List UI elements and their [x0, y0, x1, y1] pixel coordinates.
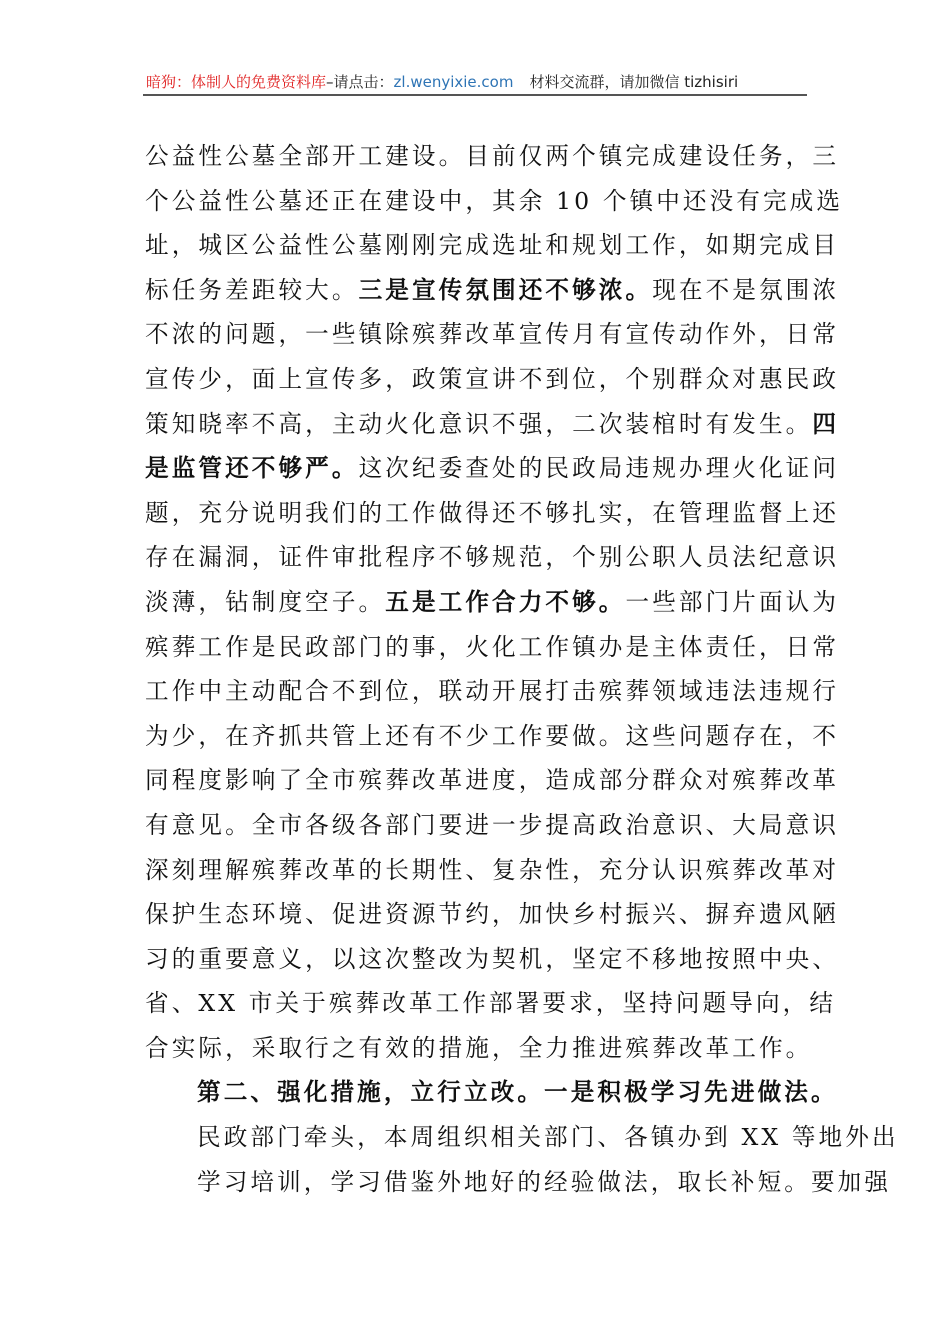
text-line — [145, 268, 840, 313]
wechat-note: 材料交流群，请加微信 tizhisiri — [529, 73, 739, 91]
bold-heading-text: 五是工作合力不够。 — [385, 587, 626, 616]
text-line — [145, 580, 840, 625]
body-text-run: 公益性公墓全部开工建设。目前仅两个镇完成建设任务，三 — [145, 142, 840, 170]
text-line — [145, 491, 840, 536]
text-line — [145, 357, 840, 402]
text-line — [145, 1070, 838, 1115]
body-text-run: 淡薄，钻制度空子。 — [145, 587, 386, 616]
text-line — [145, 714, 840, 759]
text-line — [145, 223, 840, 268]
body-text-run: 址，城区公益性公墓刚刚完成选址和规划工作，如期完成目 — [145, 231, 840, 260]
text-line — [145, 803, 840, 848]
body-text-run: 有意见。全市各级各部门要进一步提高政治意识、大局意识 — [145, 810, 840, 839]
body-text-run: 学习培训，学习借鉴外地好的经验做法，取长补短。要加强 — [197, 1167, 892, 1196]
body-text-run: 标任务差距较大。 — [145, 275, 359, 304]
promo-text: 暗狗：体制人的免费资料库 — [146, 73, 327, 91]
body-text-run: 一些部门片面认为 — [625, 587, 840, 616]
page-header — [146, 70, 808, 96]
body-text-run: 省、XX 市关于殡葬改革工作部署要求，坚持问题导向，结 — [145, 989, 837, 1018]
bold-heading-text: 三是宣传氛围还不够浓。 — [358, 275, 653, 304]
body-text-run: 同程度影响了全市殡葬改革进度，造成部分群众对殡葬改革 — [145, 766, 840, 795]
bold-heading-text: 第二、强化措施，立行立改。一是积极学习先进做法。 — [197, 1078, 838, 1107]
text-line — [145, 625, 840, 670]
text-line — [145, 312, 840, 357]
header-divider — [143, 94, 807, 96]
text-line — [145, 402, 840, 447]
body-text-run: 习的重要意义，以这次整改为契机，坚定不移地按照中央、 — [145, 944, 840, 973]
body-text-run: 策知晓率不高，主动火化意识不强，二次装棺时有发生。 — [145, 409, 813, 438]
text-line — [145, 758, 840, 803]
body-text-run: 宣传少，面上宣传多，政策宣讲不到位，个别群众对惠民政 — [145, 364, 840, 393]
text-line — [145, 446, 840, 491]
paragraph-problems — [145, 134, 844, 1070]
body-text-run: 工作中主动配合不到位，联动开展打击殡葬领域违法违规行 — [145, 677, 840, 706]
body-text-run: 为少，在齐抓共管上还有不少工作要做。这些问题存在，不 — [145, 721, 840, 750]
text-line — [145, 848, 840, 893]
site-link[interactable]: zl.wenyixie.com — [393, 73, 514, 91]
text-line — [145, 937, 840, 982]
body-text-run: 殡葬工作是民政部门的事，火化工作镇办是主体责任，日常 — [145, 632, 840, 661]
paragraph-measures — [145, 1070, 899, 1204]
body-text-run: 存在漏洞，证件审批程序不够规范，个别公职人员法纪意识 — [145, 543, 840, 572]
body-text-run: 个公益性公墓还正在建设中，其余 10 个镇中还没有完成选 — [145, 186, 844, 215]
body-text-run: 现在不是氛围浓 — [652, 275, 840, 304]
body-text-run: 合实际，采取行之有效的措施，全力推进殡葬改革工作。 — [145, 1033, 813, 1062]
bold-heading-text: 是监管还不够严。 — [145, 454, 359, 483]
body-text-run: 保护生态环境、促进资源节约，加快乡村振兴、摒弃遗风陋 — [145, 900, 840, 929]
bold-heading-text: 四 — [812, 409, 840, 438]
text-line — [145, 134, 840, 179]
text-line — [145, 1160, 892, 1205]
body-text-run: 民政部门牵头，本周组织相关部门、各镇办到 XX 等地外出 — [197, 1123, 899, 1152]
text-line — [145, 1026, 813, 1071]
document-body — [145, 134, 899, 1204]
body-text-run: 不浓的问题，一些镇除殡葬改革宣传月有宣传动作外，日常 — [145, 320, 840, 349]
body-text-run: 这次纪委查处的民政局违规办理火化证问 — [358, 454, 840, 483]
body-text-run: 题，充分说明我们的工作做得还不够扎实，在管理监督上还 — [145, 498, 840, 527]
text-line — [145, 535, 840, 580]
click-label: –请点击： — [326, 73, 394, 91]
body-text-run: 深刻理解殡葬改革的长期性、复杂性，充分认识殡葬改革对 — [145, 855, 840, 884]
text-line — [145, 179, 844, 224]
text-line — [145, 981, 837, 1026]
text-line — [145, 669, 840, 714]
text-line — [145, 1115, 899, 1160]
text-line — [145, 892, 840, 937]
